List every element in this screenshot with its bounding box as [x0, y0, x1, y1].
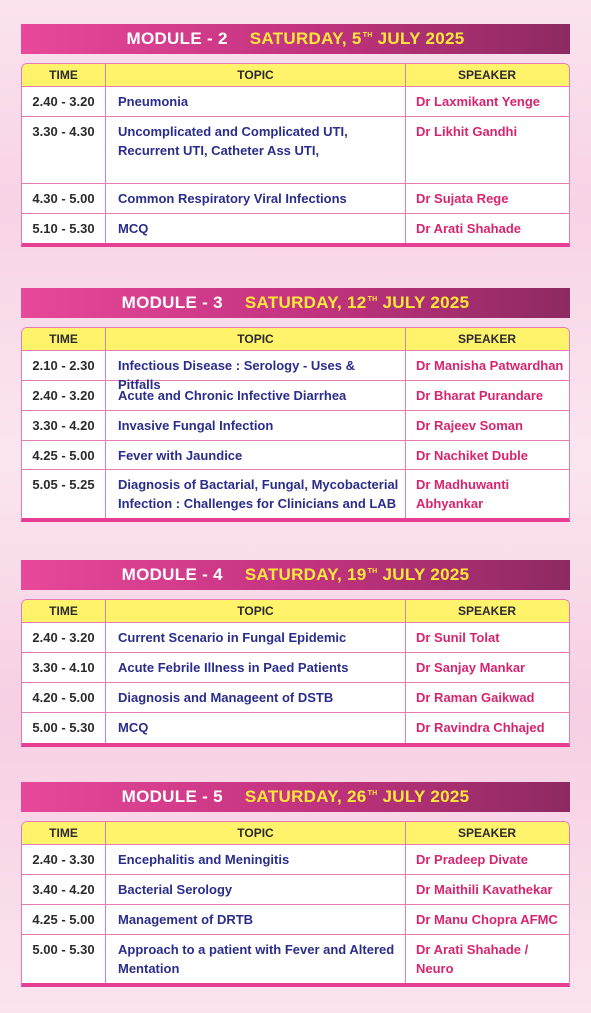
- session-time: 4.20 - 5.00: [22, 683, 106, 712]
- session-topic: Uncomplicated and Complicated UTI, Recurrent UTI, Catheter Ass UTI,: [106, 117, 406, 183]
- session-speaker: Dr Manisha Patwardhan: [416, 358, 564, 373]
- session-time: 3.30 - 4.20: [22, 411, 106, 440]
- table-row: [22, 184, 569, 214]
- session-topic: Diagnosis and Manageent of DSTB: [106, 683, 406, 712]
- session-time: 4.25 - 5.00: [22, 441, 106, 469]
- schedule-table: [21, 63, 570, 247]
- module-2-section: [21, 24, 570, 247]
- session-time: 2.10 - 2.30: [22, 351, 106, 380]
- module-label: MODULE - 4: [121, 565, 223, 584]
- session-time: 2.40 - 3.20: [22, 87, 106, 116]
- header-topic: TOPIC: [106, 600, 406, 622]
- table-header: [22, 600, 569, 623]
- session-topic: Management of DRTB: [106, 905, 406, 934]
- session-speaker: Dr Sujata Rege: [416, 191, 509, 206]
- session-speaker: Dr Bharat Purandare: [416, 388, 544, 403]
- module-banner: [21, 24, 570, 54]
- header-time: TIME: [22, 64, 106, 86]
- session-time: 5.05 - 5.25: [22, 470, 106, 518]
- table-header: [22, 822, 569, 845]
- session-time: 5.00 - 5.30: [22, 935, 106, 983]
- module-3-section: [21, 288, 570, 522]
- session-speaker: Dr Raman Gaikwad: [416, 690, 535, 705]
- table-row: [22, 381, 569, 411]
- session-time: 3.30 - 4.30: [22, 117, 106, 183]
- table-row: [22, 214, 569, 243]
- module-date: SATURDAY, 26TH JULY 2025: [244, 787, 470, 806]
- session-topic: Pneumonia: [106, 87, 406, 116]
- table-row: [22, 845, 569, 875]
- session-time: 4.30 - 5.00: [22, 184, 106, 213]
- session-topic: Encephalitis and Meningitis: [106, 845, 406, 874]
- session-time: 2.40 - 3.20: [22, 623, 106, 652]
- table-row: [22, 905, 569, 935]
- session-speaker: Dr Madhuwanti Abhyankar: [416, 477, 510, 511]
- header-speaker: SPEAKER: [457, 826, 516, 840]
- session-topic: Diagnosis of Bactarial, Fungal, Mycobacterial Infection : Challenges for Clinicians and LAB: [106, 470, 406, 518]
- session-time: 5.10 - 5.30: [22, 214, 106, 243]
- session-topic: Acute Febrile Illness in Paed Patients: [106, 653, 406, 682]
- module-date: SATURDAY, 12TH JULY 2025: [244, 293, 470, 312]
- session-time: 3.40 - 4.20: [22, 875, 106, 904]
- session-speaker: Dr Rajeev Soman: [416, 418, 523, 433]
- schedule-table: [21, 599, 570, 747]
- session-topic: Current Scenario in Fungal Epidemic: [106, 623, 406, 652]
- session-topic: Fever with Jaundice: [106, 441, 406, 469]
- session-time: 2.40 - 3.20: [22, 381, 106, 410]
- session-time: 3.30 - 4.10: [22, 653, 106, 682]
- table-row: [22, 117, 569, 184]
- table-header: [22, 64, 569, 87]
- session-topic: Infectious Disease : Serology - Uses & Pitfalls: [106, 351, 406, 380]
- module-banner: [21, 782, 570, 812]
- schedule-table: [21, 821, 570, 987]
- session-speaker: Dr Pradeep Divate: [416, 852, 528, 867]
- session-topic: Acute and Chronic Infective Diarrhea: [106, 381, 406, 410]
- table-row: [22, 470, 569, 518]
- table-header: [22, 328, 569, 351]
- session-topic: Approach to a patient with Fever and Altered Mentation: [106, 935, 406, 983]
- module-label: MODULE - 2: [126, 29, 228, 48]
- table-row: [22, 653, 569, 683]
- session-time: 4.25 - 5.00: [22, 905, 106, 934]
- header-topic: TOPIC: [106, 64, 406, 86]
- session-speaker: Dr Arati Shahade: [416, 221, 521, 236]
- module-date: SATURDAY, 19TH JULY 2025: [244, 565, 470, 584]
- module-banner: [21, 560, 570, 590]
- table-row: [22, 441, 569, 470]
- table-row: [22, 683, 569, 713]
- session-topic: MCQ: [106, 214, 406, 243]
- session-speaker: Dr Sanjay Mankar: [416, 660, 526, 675]
- table-row: [22, 411, 569, 441]
- session-topic: Common Respiratory Viral Infections: [106, 184, 406, 213]
- session-speaker: Dr Laxmikant Yenge: [416, 94, 541, 109]
- session-speaker: Dr Maithili Kavathekar: [416, 882, 553, 897]
- session-topic: Bacterial Serology: [106, 875, 406, 904]
- table-row: [22, 875, 569, 905]
- module-label: MODULE - 5: [121, 787, 223, 806]
- header-time: TIME: [22, 328, 106, 350]
- schedule-table: [21, 327, 570, 522]
- module-5-section: [21, 782, 570, 987]
- session-topic: MCQ: [106, 713, 406, 743]
- table-row: [22, 87, 569, 117]
- session-speaker: Dr Arati Shahade / Neuro: [416, 942, 529, 976]
- header-speaker: SPEAKER: [457, 332, 516, 346]
- module-4-section: [21, 560, 570, 747]
- header-speaker: SPEAKER: [457, 604, 516, 618]
- header-time: TIME: [22, 822, 106, 844]
- module-banner: [21, 288, 570, 318]
- session-time: 5.00 - 5.30: [22, 713, 106, 743]
- session-topic: Invasive Fungal Infection: [106, 411, 406, 440]
- session-time: 2.40 - 3.30: [22, 845, 106, 874]
- session-speaker: Dr Manu Chopra AFMC: [416, 912, 558, 927]
- table-row: [22, 713, 569, 743]
- module-label: MODULE - 3: [121, 293, 223, 312]
- session-speaker: Dr Sunil Tolat: [416, 630, 500, 645]
- header-speaker: SPEAKER: [457, 68, 516, 82]
- header-time: TIME: [22, 600, 106, 622]
- header-topic: TOPIC: [106, 328, 406, 350]
- module-date: SATURDAY, 5TH JULY 2025: [249, 29, 465, 48]
- table-row: [22, 935, 569, 983]
- table-row: [22, 351, 569, 392]
- table-row: [22, 623, 569, 653]
- session-speaker: Dr Likhit Gandhi: [416, 124, 518, 139]
- header-topic: TOPIC: [106, 822, 406, 844]
- session-speaker: Dr Ravindra Chhajed: [416, 720, 545, 735]
- session-speaker: Dr Nachiket Duble: [416, 448, 528, 463]
